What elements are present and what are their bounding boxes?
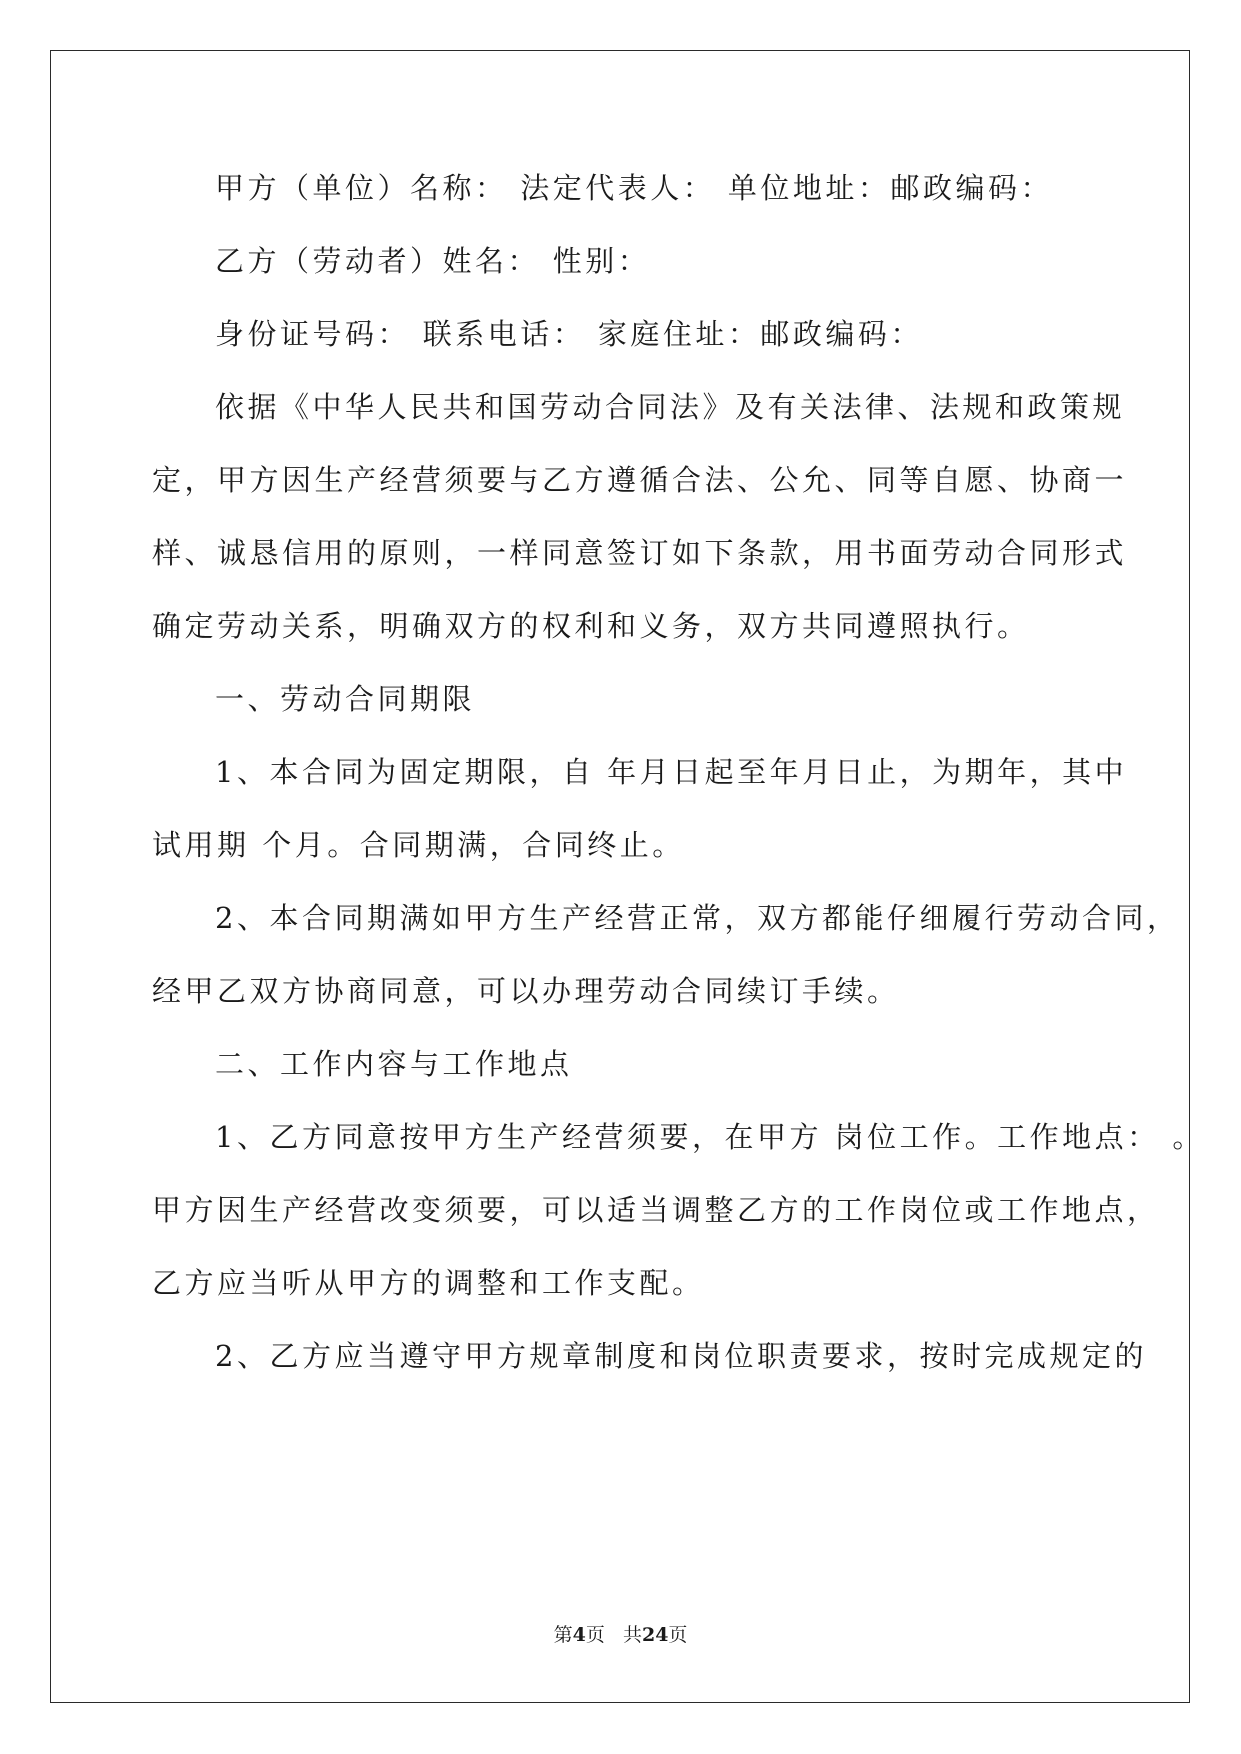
- clause-1-2-line-1: 2、本合同期满如甲方生产经营正常，双方都能仔细履行劳动合同，: [215, 901, 1180, 935]
- party-b-contact: 身份证号码： 联系电话： 家庭住址：邮政编码：: [215, 317, 923, 351]
- preamble-line-3: 样、诚恳信用的原则，一样同意签订如下条款，用书面劳动合同形式: [152, 536, 1128, 570]
- clause-2-1-line-3: 乙方应当听从甲方的调整和工作支配。: [152, 1266, 705, 1300]
- footer-page-suffix: 页: [585, 1624, 605, 1646]
- footer-page-number: 4: [572, 1624, 586, 1646]
- party-a-info: 甲方（单位）名称： 法定代表人： 单位地址：邮政编码：: [215, 171, 1053, 205]
- clause-1-1-line-2: 试用期 个月。合同期满，合同终止。: [152, 828, 685, 862]
- party-b-info: 乙方（劳动者）姓名： 性别：: [215, 244, 651, 278]
- preamble-line-4: 确定劳动关系，明确双方的权利和义务，双方共同遵照执行。: [152, 609, 1030, 643]
- clause-2-1-line-1: 1、乙方同意按甲方生产经营须要，在甲方 岗位工作。工作地点： 。: [215, 1120, 1205, 1154]
- footer-total-pages: 24: [641, 1624, 669, 1646]
- preamble-line-1: 依据《中华人民共和国劳动合同法》及有关法律、法规和政策规: [215, 390, 1126, 424]
- preamble-line-2: 定，甲方因生产经营须要与乙方遵循合法、公允、同等自愿、协商一: [152, 463, 1128, 497]
- page-footer: [0, 1623, 1241, 1647]
- footer-prefix: 第: [553, 1624, 573, 1646]
- page-border: [50, 50, 1190, 1703]
- clause-2-2-line-1: 2、乙方应当遵守甲方规章制度和岗位职责要求，按时完成规定的: [215, 1339, 1147, 1373]
- clause-1-2-line-2: 经甲乙双方协商同意，可以办理劳动合同续订手续。: [152, 974, 900, 1008]
- clause-1-1-line-1: 1、本合同为固定期限，自 年月日起至年月日止，为期年，其中: [215, 755, 1128, 789]
- footer-total-suffix: 页: [668, 1624, 688, 1646]
- section-1-heading: 一、劳动合同期限: [215, 682, 476, 716]
- footer-total-prefix: 共: [622, 1624, 642, 1646]
- clause-2-1-line-2: 甲方因生产经营改变须要，可以适当调整乙方的工作岗位或工作地点，: [152, 1193, 1160, 1227]
- section-2-heading: 二、工作内容与工作地点: [215, 1047, 573, 1081]
